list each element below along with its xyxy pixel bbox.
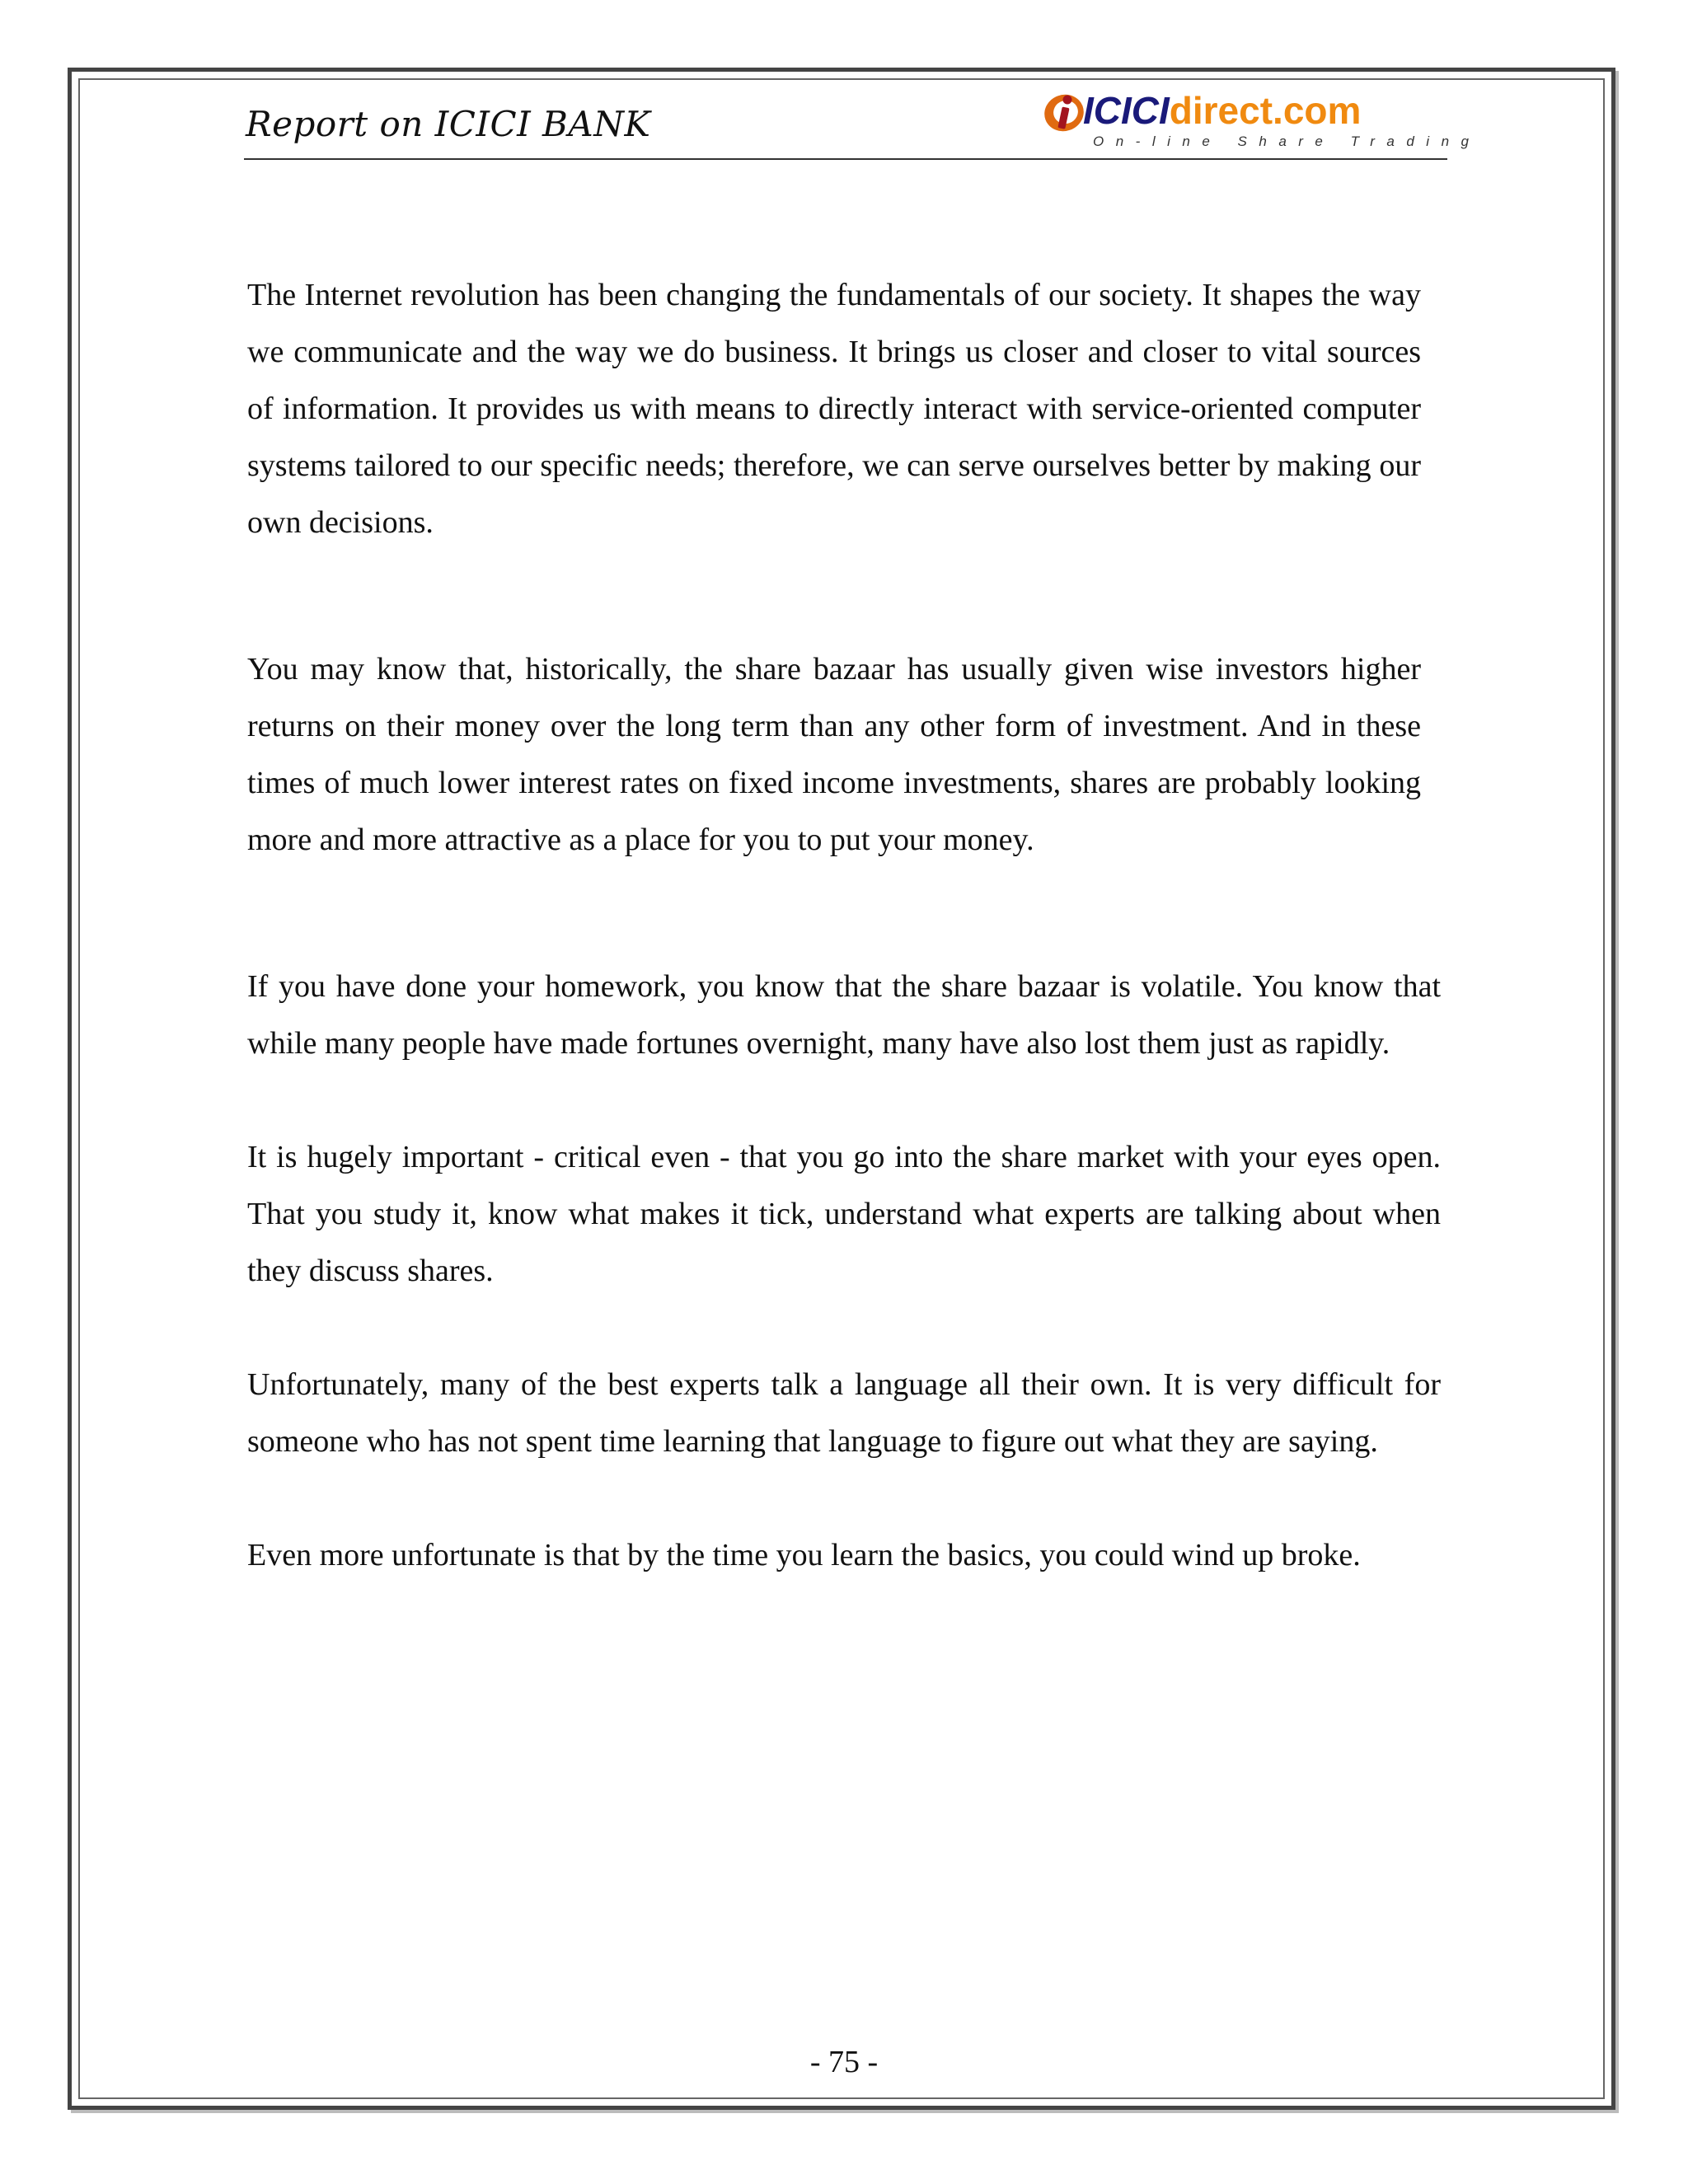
logo-brand-part1: ICICI [1083,89,1170,132]
paragraph-internet-revolution: The Internet revolution has been changing the fundamentals of our society. It shapes the way we communicate and the way we do business. It brings us closer and closer to vital sources of information. It provides us with means to directly interact with service-oriented computer systems tailored to our specific needs; therefore, we can serve ourselves better by making our own decisions. [247,278,1421,540]
icici-direct-logo [1040,86,1481,150]
body-text [247,267,1441,1584]
report-title: Report on ICICI BANK [246,104,651,144]
logo-tagline: On-line Share Trading [1093,134,1481,149]
paragraph-share-bazaar-returns: You may know that, historically, the share bazaar has usually given wise investors higher returns on their money over the long term than any other form of investment. And in these times of much lower interest rates on fixed income investments, shares are probably looking more and more attractive as a place for you to put your money. [247,652,1421,857]
page-header [244,89,1481,160]
logo-wordmark [1083,89,1361,132]
paragraph-expert-language: Unfortunately, many of the best experts talk a language all their own. It is very difficult for someone who has not spent time learning that language to figure out what they are saying. [247,1367,1441,1459]
paragraph-eyes-open: It is hugely important - critical even - that you go into the share market with your eyes open. That you study it, know what makes it tick, understand what experts are talking about when they discuss shares. [247,1140,1441,1288]
page-number: - 75 - [809,2045,879,2079]
paragraph-volatility: If you have done your homework, you know that the share bazaar is volatile. You know that while many people have made fortunes overnight, many have also lost them just as rapidly. [247,969,1441,1061]
logo-brand-part2: direct.com [1169,89,1362,132]
icici-i-icon [1040,87,1088,135]
paragraph-wind-up-broke: Even more unfortunate is that by the time you learn the basics, you could wind up broke. [247,1538,1361,1572]
